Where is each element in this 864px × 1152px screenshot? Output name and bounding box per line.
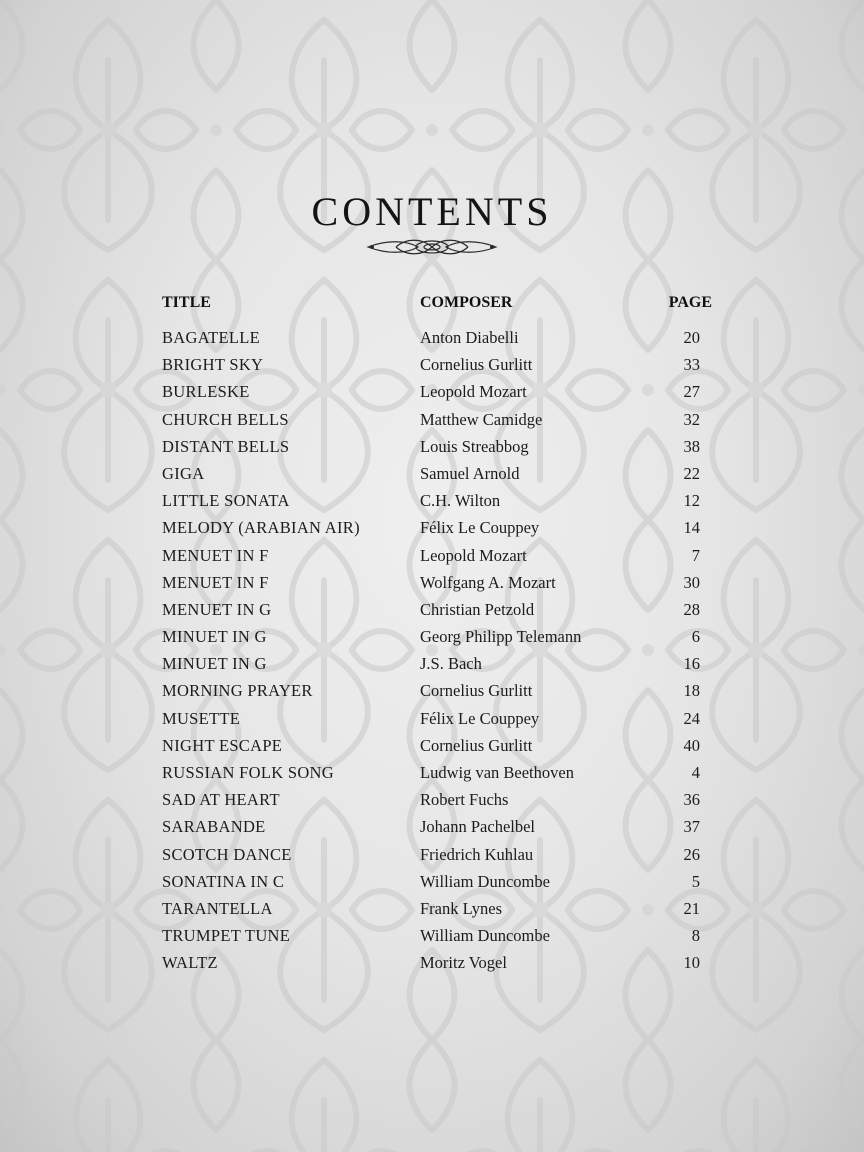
entry-page: 24 [683,708,700,728]
column-header-page: PAGE [668,294,712,311]
entry-composer: Christian Petzold [420,599,535,619]
list-item [0,464,864,491]
entry-title: RUSSIAN FOLK SONG [162,763,334,782]
list-item [0,573,864,600]
entry-title: LITTLE SONATA [162,491,290,511]
list-item [0,518,864,545]
entry-composer: Cornelius Gurlitt [420,735,533,755]
entry-page: 5 [691,871,700,891]
list-item [0,546,864,573]
entry-page: 40 [683,735,700,755]
entry-title: MORNING PRAYER [162,681,313,701]
entry-page: 26 [683,844,700,864]
entry-title: BRIGHT SKY [162,355,264,375]
entry-page: 22 [683,463,700,483]
list-item [0,410,864,437]
entry-title: CHURCH BELLS [162,409,289,429]
entry-title: BURLESKE [162,382,250,402]
entry-composer: Leopold Mozart [420,545,527,565]
entry-title: MELODY (ARABIAN AIR) [162,518,360,538]
entry-composer: Leopold Mozart [420,382,527,402]
entry-page: 20 [683,328,700,347]
column-header-composer: COMPOSER [420,294,513,311]
entry-title: TRUMPET TUNE [162,926,291,946]
contents-heading: CONTENTS [311,189,553,234]
entry-composer: Félix Le Couppey [420,708,540,728]
entry-composer: Samuel Arnold [420,463,520,483]
entry-composer: William Duncombe [420,926,550,946]
list-item [0,763,864,790]
entry-composer: Cornelius Gurlitt [420,681,533,701]
entry-title: BAGATELLE [162,328,261,347]
list-item [0,899,864,926]
entry-page: 32 [683,409,700,429]
column-header-title: TITLE [162,294,211,311]
entry-composer: Anton Diabelli [420,328,519,347]
entry-page: 4 [691,763,700,782]
entry-title: MENUET IN F [162,572,269,592]
page-title [0,188,864,235]
entry-title: MINUET IN G [162,627,267,647]
list-item [0,627,864,654]
list-item [0,328,864,355]
entry-title: SAD AT HEART [162,790,280,810]
entry-page: 38 [683,436,700,456]
list-item [0,355,864,382]
entry-composer: J.S. Bach [420,654,482,674]
entry-composer: Robert Fuchs [420,790,509,810]
entry-page: 36 [683,790,700,810]
entry-page: 6 [691,627,700,647]
entry-composer: Georg Philipp Telemann [420,627,582,647]
entry-page: 8 [691,926,700,946]
entry-page: 18 [683,681,700,701]
list-item [0,845,864,872]
entry-composer: Frank Lynes [420,898,503,918]
entry-page: 12 [683,491,700,511]
flourish-ornament-icon [366,236,498,258]
entry-composer: William Duncombe [420,871,550,891]
entry-title: TARANTELLA [162,898,273,918]
entry-composer: Ludwig van Beethoven [420,763,574,782]
entry-page: 27 [683,382,700,402]
list-item [0,790,864,817]
entry-page: 30 [683,572,700,592]
entry-composer: Moritz Vogel [420,953,507,973]
entry-page: 7 [691,545,700,565]
entry-title: GIGA [162,463,205,483]
entry-composer: Louis Streabbog [420,436,529,456]
entry-page: 37 [683,817,700,837]
entry-page: 10 [683,953,700,973]
list-item [0,736,864,763]
list-item [0,953,864,980]
entry-title: MENUET IN F [162,545,269,565]
contents-list [0,328,864,981]
list-item [0,926,864,953]
entry-composer: Matthew Camidge [420,409,543,429]
list-item [0,654,864,681]
entry-title: SONATINA IN C [162,871,285,891]
list-item [0,382,864,409]
entry-page: 33 [683,355,700,375]
entry-title: MUSETTE [162,708,241,728]
list-item [0,437,864,464]
entry-title: SARABANDE [162,817,266,837]
entry-composer: Wolfgang A. Mozart [420,572,556,592]
list-item [0,491,864,518]
entry-page: 16 [683,654,700,674]
list-item [0,872,864,899]
entry-composer: Cornelius Gurlitt [420,355,533,375]
entry-composer: Johann Pachelbel [420,817,536,837]
entry-title: WALTZ [162,953,218,973]
entry-title: NIGHT ESCAPE [162,735,283,755]
list-item [0,817,864,844]
list-item [0,600,864,627]
entry-page: 28 [683,599,700,619]
entry-composer: Friedrich Kuhlau [420,844,534,864]
entry-composer: C.H. Wilton [420,491,501,511]
list-item [0,709,864,736]
entry-title: SCOTCH DANCE [162,844,292,864]
entry-title: DISTANT BELLS [162,436,290,456]
entry-page: 14 [683,518,700,538]
entry-title: MINUET IN G [162,654,267,674]
entry-title: MENUET IN G [162,599,272,619]
list-item [0,681,864,708]
entry-page: 21 [683,898,700,918]
entry-composer: Félix Le Couppey [420,518,540,538]
